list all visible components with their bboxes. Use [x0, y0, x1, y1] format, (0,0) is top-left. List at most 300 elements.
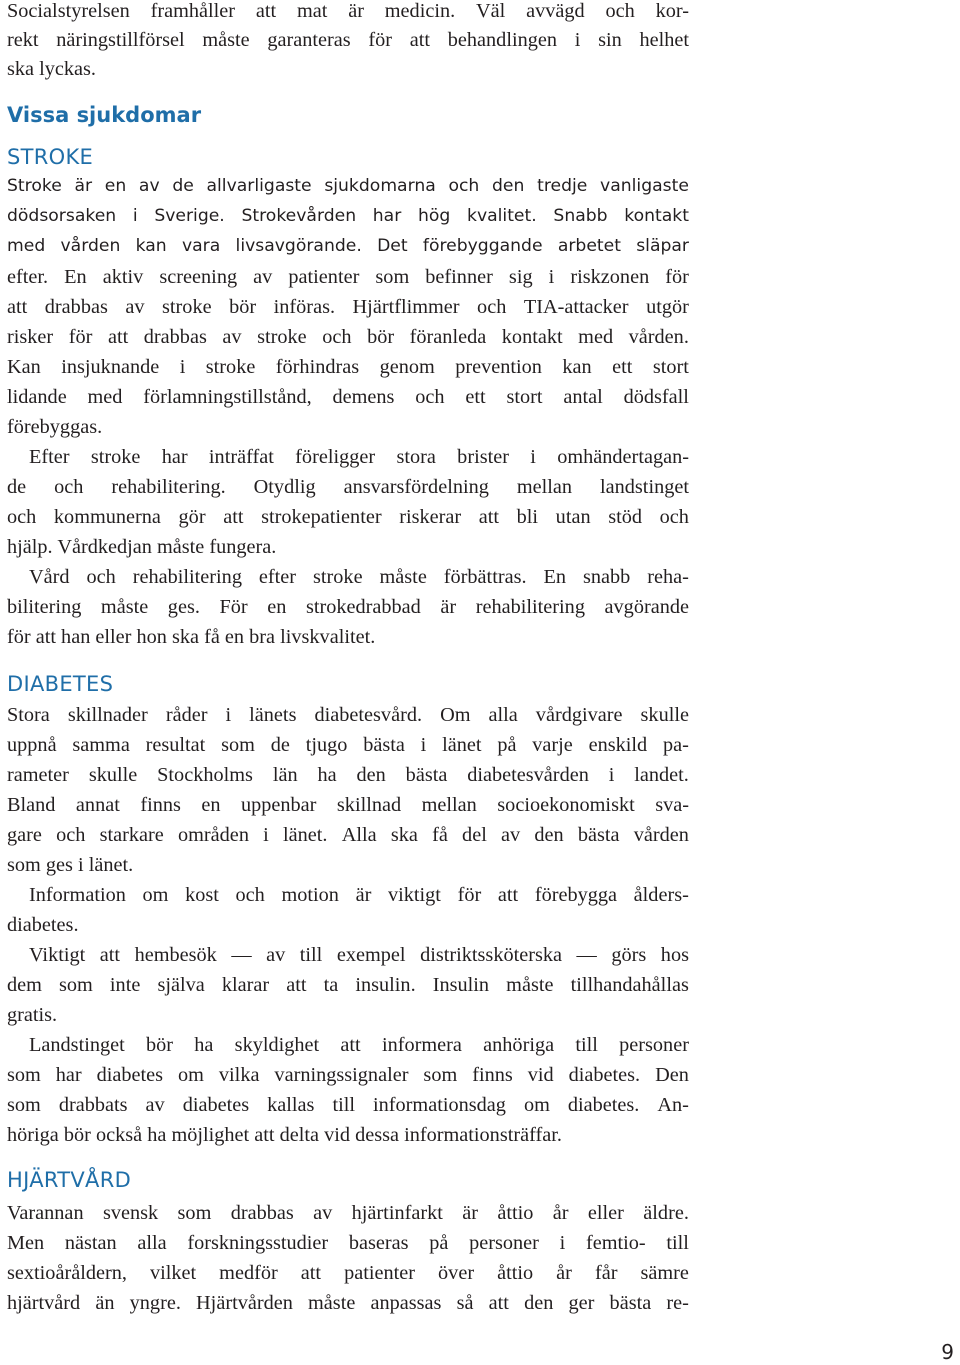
word: de	[270, 734, 290, 756]
word: Stora	[7, 704, 50, 726]
word: själva	[157, 974, 205, 996]
word: anhöriga	[483, 1034, 555, 1056]
text-line	[7, 506, 689, 529]
page-number: 9	[941, 1340, 954, 1364]
text-line: gratis.	[7, 1004, 58, 1026]
word: uppenbar	[240, 794, 317, 816]
word: måste	[308, 1292, 356, 1314]
word: vården	[633, 824, 689, 846]
word: den	[524, 1292, 554, 1314]
word: är	[462, 1202, 479, 1224]
word: kan	[562, 356, 592, 378]
word: lidande	[7, 386, 67, 408]
text-line	[7, 824, 689, 847]
word: screening	[159, 266, 238, 288]
word: och	[7, 506, 37, 528]
word: nästan	[64, 1232, 117, 1254]
word: länet.	[283, 824, 328, 846]
word: om	[142, 884, 169, 906]
word: ålders-	[633, 884, 689, 906]
word: För	[219, 596, 248, 618]
word: till	[332, 1094, 355, 1116]
text-line: som ges i länet.	[7, 854, 134, 876]
word: demens	[332, 386, 395, 408]
word: dem	[7, 974, 42, 996]
word: bilitering	[7, 596, 82, 618]
word: med	[87, 386, 123, 408]
word: hembesök	[134, 944, 217, 966]
text-line	[7, 734, 689, 757]
word: diabetes	[182, 1094, 250, 1116]
word: kvalitet.	[466, 206, 537, 226]
text-line	[7, 176, 689, 196]
text-line: förebyggas.	[7, 416, 103, 438]
word: aktiv	[102, 266, 144, 288]
word: kontakt	[501, 326, 563, 348]
word: till	[666, 1232, 689, 1254]
word: en	[201, 794, 221, 816]
word: för	[368, 29, 393, 51]
text-line	[7, 386, 689, 409]
word: ha	[194, 1034, 214, 1056]
word: brister	[457, 446, 509, 468]
word: har	[161, 446, 188, 468]
word: områden	[178, 824, 249, 846]
word: görs	[611, 944, 647, 966]
word: till	[575, 1034, 598, 1056]
word: med	[7, 236, 46, 256]
word: tredje	[537, 176, 588, 196]
word: av	[313, 1202, 333, 1224]
word: bästa	[405, 764, 448, 786]
word: äldre.	[643, 1202, 689, 1224]
text-line	[7, 794, 689, 817]
word: kontakt	[624, 206, 689, 226]
text-line	[7, 476, 689, 499]
word: mellan	[516, 476, 573, 498]
word: Om	[440, 704, 471, 726]
word: En	[64, 266, 87, 288]
word: drabbas	[230, 1202, 294, 1224]
word: Varannan	[7, 1202, 84, 1224]
word: vårdgivare	[535, 704, 623, 726]
word: tillhandahållas	[570, 974, 689, 996]
word: att	[488, 1292, 509, 1314]
text-line	[7, 29, 689, 52]
word: som	[7, 1064, 41, 1086]
text-line	[7, 356, 689, 379]
word: som	[177, 1202, 212, 1224]
word: kan	[135, 236, 167, 256]
word: näringstillförsel	[56, 29, 185, 51]
word: efter.	[7, 266, 49, 288]
word: antal	[563, 386, 603, 408]
word: del	[462, 824, 487, 846]
word: åttio	[497, 1202, 534, 1224]
word: stora	[396, 446, 436, 468]
word: patienter	[344, 1262, 416, 1284]
text-line	[7, 1202, 689, 1225]
word: i	[530, 446, 536, 468]
word: skillnad	[336, 794, 402, 816]
word: har	[372, 206, 402, 226]
word: att	[286, 974, 307, 996]
word: inträffat	[208, 446, 274, 468]
word: Otydlig	[253, 476, 316, 498]
word: diabetes.	[568, 1064, 641, 1086]
word: län	[272, 764, 298, 786]
word: strokedrabbad	[305, 596, 421, 618]
word: socioekonomiskt	[497, 794, 635, 816]
word: ett	[465, 386, 486, 408]
word: varningssignaler	[274, 1064, 409, 1086]
word: inte	[109, 974, 141, 996]
word: enskild	[588, 734, 648, 756]
text-line	[29, 446, 689, 469]
word: än	[95, 1292, 115, 1314]
word: hos	[660, 944, 689, 966]
word: Landstinget	[29, 1034, 125, 1056]
word: alla	[488, 704, 518, 726]
word: förebygga	[534, 884, 618, 906]
word: drabbas	[143, 326, 207, 348]
word: framhåller	[150, 0, 236, 22]
word: kommunerna	[53, 506, 161, 528]
word: klarar	[221, 974, 270, 996]
word: införas.	[273, 296, 336, 318]
word: stroke	[90, 446, 141, 468]
word: vården	[60, 236, 121, 256]
word: att	[255, 0, 277, 22]
word: den	[356, 764, 386, 786]
word: måste	[506, 974, 554, 996]
word: dödsorsaken	[7, 206, 117, 226]
word: bör	[367, 326, 395, 348]
word: exempel	[336, 944, 406, 966]
word: och	[86, 566, 116, 588]
word: sva-	[655, 794, 689, 816]
text-line	[7, 1232, 689, 1255]
text-line: hjälp. Vårdkedjan måste fungera.	[7, 536, 277, 558]
word: ger	[568, 1292, 595, 1314]
text-line	[7, 206, 689, 226]
word: informationsdag	[373, 1094, 506, 1116]
word: som	[7, 1094, 41, 1116]
word: över	[438, 1262, 475, 1284]
text-line	[7, 596, 689, 619]
word: som	[375, 266, 410, 288]
word: rehabilitering.	[111, 476, 226, 498]
word: insulin.	[355, 974, 416, 996]
word: av	[222, 326, 242, 348]
word: garanteras	[267, 29, 351, 51]
word: och	[659, 506, 689, 528]
word: bör	[146, 1034, 174, 1056]
word: behandlingen	[447, 29, 558, 51]
word: finns	[472, 1064, 513, 1086]
word: så	[456, 1292, 474, 1314]
word: vilket	[149, 1262, 197, 1284]
word: En	[543, 566, 567, 588]
hjartvard-heading: HJÄRTVÅRD	[7, 1168, 132, 1192]
word: drabbas	[44, 296, 108, 318]
word: stroke	[162, 296, 212, 318]
word: och	[415, 386, 445, 408]
word: för	[68, 326, 93, 348]
word: riskzonen	[570, 266, 650, 288]
word: Socialstyrelsen	[7, 0, 130, 22]
word: resultat	[145, 734, 206, 756]
word: och	[477, 296, 507, 318]
word: utgör	[646, 296, 689, 318]
word: vården.	[628, 326, 689, 348]
word: baseras	[348, 1232, 409, 1254]
word: om	[178, 1064, 204, 1086]
text-line	[7, 704, 689, 727]
word: förebyggande	[422, 236, 543, 256]
word: bästa	[363, 734, 405, 756]
word: rameter	[7, 764, 69, 786]
word: mellan	[421, 794, 477, 816]
word: av	[145, 1094, 165, 1116]
word: stroke	[313, 566, 363, 588]
word: landet.	[634, 764, 689, 786]
word: vilka	[218, 1064, 260, 1086]
word: måste	[379, 566, 427, 588]
word: befinner	[425, 266, 493, 288]
word: har	[55, 1064, 82, 1086]
word: samma	[72, 734, 130, 756]
text-line	[7, 296, 689, 319]
word: alla	[137, 1232, 167, 1254]
word: diabetes	[96, 1064, 164, 1086]
word: i	[608, 764, 615, 786]
word: år	[552, 1202, 569, 1224]
word: personer	[619, 1034, 689, 1056]
word: forskningsstudier	[187, 1232, 329, 1254]
word: rekt	[7, 29, 39, 51]
word: re-	[666, 1292, 689, 1314]
word: och	[605, 0, 635, 22]
section-title: Vissa sjukdomar	[7, 103, 202, 127]
word: Bland	[7, 794, 56, 816]
word: distriktssköterska	[420, 944, 563, 966]
word: att	[7, 296, 28, 318]
word: föreligger	[295, 446, 376, 468]
word: att	[497, 884, 519, 906]
word: måste	[100, 596, 149, 618]
word: rehabilitering	[475, 596, 585, 618]
word: gör	[178, 506, 206, 528]
word: Hjärtvården	[196, 1292, 293, 1314]
word: pa-	[663, 734, 689, 756]
word: på	[429, 1232, 449, 1254]
word: Stroke	[7, 176, 62, 196]
text-line	[7, 1094, 689, 1117]
word: gare	[7, 824, 42, 846]
text-line: för att han eller hon ska få en bra livskvalitet.	[7, 626, 376, 648]
word: viktigt	[387, 884, 441, 906]
word: bli	[516, 506, 539, 528]
word: länets	[249, 704, 297, 726]
word: av	[266, 944, 286, 966]
text-line	[7, 974, 689, 997]
word: förbättras.	[443, 566, 527, 588]
word: landstinget	[600, 476, 689, 498]
word: reha-	[647, 566, 689, 588]
word: Efter	[29, 446, 70, 468]
word: är	[74, 176, 93, 196]
word: —	[231, 944, 252, 966]
word: efter	[258, 566, 297, 588]
word: informera	[381, 1034, 462, 1056]
stroke-heading: STROKE	[7, 145, 94, 169]
word: Snabb	[553, 206, 608, 226]
word: skulle	[88, 764, 138, 786]
word: att	[99, 944, 121, 966]
word: i	[132, 206, 138, 226]
word: kallas	[267, 1094, 315, 1116]
word: stort	[652, 356, 689, 378]
word: i	[225, 704, 232, 726]
word: släpar	[636, 236, 689, 256]
word: diabetesvård.	[314, 704, 423, 726]
word: Det	[377, 236, 408, 256]
word: länet	[442, 734, 482, 756]
word: stroke	[257, 326, 307, 348]
word: förhindras	[275, 356, 360, 378]
word: en	[104, 176, 127, 196]
word: och	[322, 326, 352, 348]
word: avgörande	[604, 596, 689, 618]
word: sämre	[640, 1262, 689, 1284]
word: måste	[202, 29, 250, 51]
word: starkare	[99, 824, 164, 846]
text-line	[7, 326, 689, 349]
word: finns	[140, 794, 181, 816]
word: att	[478, 506, 500, 528]
word: annat	[75, 794, 120, 816]
word: Viktigt	[29, 944, 86, 966]
word: personer	[469, 1232, 539, 1254]
word: prevention	[455, 356, 542, 378]
word: risker	[7, 326, 54, 348]
word: ansvarsfördelning	[343, 476, 489, 498]
word: helhet	[639, 29, 689, 51]
word: skyldighet	[234, 1034, 320, 1056]
word: TIA-attacker	[523, 296, 629, 318]
word: i	[179, 356, 186, 378]
word: utan	[555, 506, 591, 528]
word: att	[340, 1034, 361, 1056]
text-line	[7, 266, 689, 289]
word: av	[253, 266, 273, 288]
word: vanligaste	[600, 176, 689, 196]
word: anpassas	[370, 1292, 442, 1314]
word: omhändertagan-	[557, 446, 689, 468]
word: av	[125, 296, 145, 318]
word: stöd	[608, 506, 643, 528]
word: uppnå	[7, 734, 57, 756]
word: föranleda	[409, 326, 487, 348]
word: stort	[506, 386, 543, 408]
word: och	[56, 824, 86, 846]
word: den	[534, 824, 564, 846]
word: att	[409, 29, 431, 51]
word: om	[523, 1094, 550, 1116]
word: för	[457, 884, 482, 906]
word: av	[501, 824, 521, 846]
word: ha	[317, 764, 337, 786]
word: sextioåråldern,	[7, 1262, 127, 1284]
word: yngre.	[129, 1292, 181, 1314]
word: riskerar	[399, 506, 462, 528]
word: och	[235, 884, 265, 906]
word: mat	[296, 0, 328, 22]
text-line: ska lyckas.	[7, 58, 96, 80]
word: och	[54, 476, 84, 498]
word: ska	[390, 824, 418, 846]
word: får	[594, 1262, 618, 1284]
word: ett	[612, 356, 633, 378]
word: de	[7, 476, 27, 498]
word: kor-	[655, 0, 689, 22]
word: Information	[29, 884, 126, 906]
word: stroke	[205, 356, 256, 378]
word: sjukdomarna	[324, 176, 436, 196]
word: i	[263, 824, 269, 846]
word: skillnader	[67, 704, 148, 726]
word: insjuknande	[61, 356, 160, 378]
word: av	[138, 176, 160, 196]
word: sig	[508, 266, 533, 288]
word: med	[578, 326, 614, 348]
word: i	[548, 266, 555, 288]
word: Väl	[476, 0, 506, 22]
text-line	[29, 944, 689, 967]
word: de	[172, 176, 194, 196]
word: Kan	[7, 356, 41, 378]
word: An-	[657, 1094, 689, 1116]
text-line	[7, 236, 689, 256]
word: vara	[181, 236, 221, 256]
word: i	[559, 1232, 566, 1254]
word: avvägd	[526, 0, 585, 22]
word: patienter	[288, 266, 360, 288]
word: år	[556, 1262, 572, 1284]
word: bör	[229, 296, 257, 318]
word: diabetesvården	[467, 764, 589, 786]
word: genom	[379, 356, 435, 378]
text-line	[7, 0, 689, 23]
text-line	[7, 1262, 689, 1285]
word: medför	[219, 1262, 278, 1284]
word: hjärtvård	[7, 1292, 81, 1314]
word: —	[576, 944, 597, 966]
word: på	[497, 734, 517, 756]
word: Hjärtflimmer	[352, 296, 460, 318]
word: är	[348, 0, 364, 22]
word: eller	[587, 1202, 624, 1224]
word: Insulin	[432, 974, 490, 996]
word: varje	[532, 734, 573, 756]
word: diabetes.	[567, 1094, 640, 1116]
word: motion	[281, 884, 339, 906]
word: medicin.	[384, 0, 456, 22]
word: att	[223, 506, 244, 528]
word: Men	[7, 1232, 45, 1254]
word: råder	[165, 704, 208, 726]
